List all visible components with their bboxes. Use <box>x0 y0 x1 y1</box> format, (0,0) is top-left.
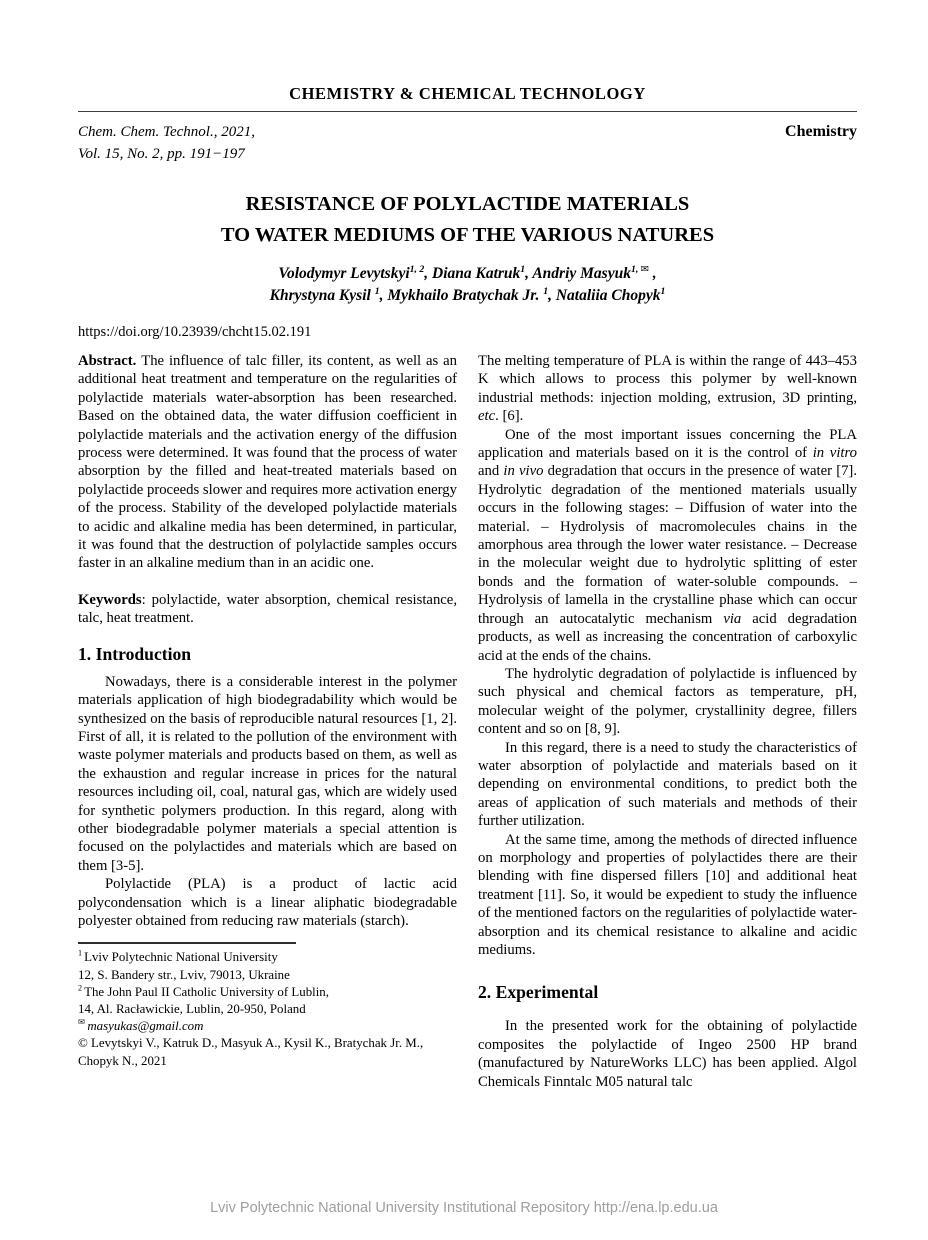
intro-paragraph-1: Nowadays, there is a considerable interest in the polymer materials application of high biodegradability which would be synthesized on the basis of reproducible natural resources [1, 2]. First of all, it is related to the pollution of the environment with waste polymer materials and products based on them, as well as the exhaustion and regular increase in prices for the natural resources including oil, coal, natural gas, which are widely used for synthetic polymers production. In this regard, along with other biodegradable polymer materials a special attention is focused on the polylactides and materials which are based on them [3-5]. <box>78 673 457 874</box>
intro-paragraph-2: Polylactide (PLA) is a product of lactic acid polycondensation which is a linear aliphatic biodegradable polyester obtained from reducing raw materials (starch). <box>78 876 457 929</box>
footnote-copyright: © Levytskyi V., Katruk D., Masyuk A., Kysil K., Bratychak Jr. M., Chopyk N., 2021 <box>78 1036 424 1068</box>
article-authors <box>78 263 857 307</box>
article-title <box>78 189 857 251</box>
footnote-rule <box>78 942 296 944</box>
body-paragraph-need-to-study: In this regard, there is a need to study the characteristics of water absorption of polylactide and materials based on it depending on environmental conditions, to predict both the areas of application of such materials and methods of their further utilization. <box>478 739 857 830</box>
body-paragraph-melting: The melting temperature of PLA is within the range of 443–453 K which allows to process this polymer by well-known industrial methods: injection molding, extrusion, 3D printing, etc. [6]. <box>478 353 857 425</box>
left-column <box>78 352 457 1091</box>
experimental-paragraph-1: In the presented work for the obtaining of polylactide composites the polylactide of Ingeo 2500 HP brand (manufactured by NatureWorks LLC) has been applied. Algol Chemicals Finntalc M05 natural talc <box>478 1018 857 1090</box>
footnotes <box>78 949 457 1069</box>
repository-footer: Lviv Polytechnic National University Institutional Repository http://ena.lp.edu.ua <box>210 1200 718 1216</box>
authors-line-1: Volodymyr Levytskyi$^{1, 2}$, Diana Katruk$^1$, Andriy Masyuk$^{1,}$ ✉ , <box>278 263 657 282</box>
header-rule <box>78 111 857 112</box>
citation-line-1: Chem. Chem. Technol., 2021, <box>78 124 255 140</box>
journal-section-label: Chemistry <box>785 123 857 140</box>
footnote-address-2: 14, Al. Racławickie, Lublin, 20-950, Poland <box>78 1001 306 1016</box>
footnote-affiliation-2: $^2$ The John Paul II Catholic University of Lublin, <box>78 983 329 999</box>
keywords-paragraph: Keywords: polylactide, water absorption, chemical resistance, talc, heat treatment. <box>78 591 457 627</box>
footnote-affiliation-1: $^1$ Lviv Polytechnic National University <box>78 949 278 965</box>
journal-title: CHEMISTRY & CHEMICAL TECHNOLOGY <box>289 84 646 103</box>
article-doi: https://doi.org/10.23939/chcht15.02.191 <box>78 324 312 340</box>
journal-citation <box>78 121 255 165</box>
citation-line-2: Vol. 15, No. 2, pp. 191−197 <box>78 146 245 162</box>
paper-page <box>78 84 857 1091</box>
footnote-address-1: 12, S. Bandery str., Lviv, 79013, Ukraine <box>78 967 290 982</box>
section-heading-experimental: 2. Experimental <box>478 982 599 1003</box>
abstract-paragraph: Abstract. The influence of talc filler, its content, as well as an additional heat treatment and temperature on the regularities of polylactide materials water-absorption has been researched. Based on the obtained data, the water diffusion coefficient in polylactide materials and the activation energy of the diffusion process were determined. It was found that the process of water absorption by the filled and heat-treated materials based on polylactide proceeds slower and requires more activation energy of the process. Stability of the developed polylactide materials to acidic and alkaline media has been determined, in particular, it was found that the destruction of polylactide samples occurs faster in an alkaline medium than in an acidic one. <box>78 353 458 572</box>
article-title-line-1: RESISTANCE OF POLYLACTIDE MATERIALS <box>245 193 690 215</box>
journal-header-row <box>78 121 857 165</box>
article-title-line-2: TO WATER MEDIUMS OF THE VARIOUS NATURES <box>220 224 715 246</box>
section-heading-introduction: 1. Introduction <box>78 643 192 664</box>
body-paragraph-factors: The hydrolytic degradation of polylactide is influenced by such physical and chemical factors as temperature, pH, molecular weight of the polymer, crystallinity degree, fillers content and so on [8, 9]. <box>478 665 857 738</box>
authors-line-2: Khrystyna Kysil $^1$, Mykhailo Bratychak Jr. $^1$, Nataliia Chopyk$^1$ <box>269 285 666 304</box>
two-column-body <box>78 352 857 1091</box>
body-paragraph-methods: At the same time, among the methods of directed influence on morphology and properties of polylactides there are their blending with fine dispersed fillers [10] and additional heat treatment [11]. So, it would be expedient to study the influence of the mentioned factors on the regularities of polylactide water-absorption and its chemical resistance to alkaline and acidic mediums. <box>478 831 857 958</box>
footnote-email: ✉ masyukas@gmail.com <box>78 1016 204 1034</box>
body-paragraph-degradation-stages: One of the most important issues concerning the PLA application and materials based on it is the control of in vitro and in vivo degradation that occurs in the presence of water [7]. Hydrolytic degradation of the mentioned materials usually occurs in the following stages: – Diffusion of water into the material. – Hydrolysis of macromolecules chains in the amorphous area through the lower water resistance. – Decrease in the molecular weight due to hydrolytic splitting of ester bonds and the formation of water-soluble compounds. – Hydrolysis of lamella in the crystalline phase which can occur through an autocatalytic mechanism via acid degradation products, as well as increasing the concentration of carboxylic acid at the ends of the chains. <box>478 426 857 664</box>
right-column <box>478 352 857 1091</box>
